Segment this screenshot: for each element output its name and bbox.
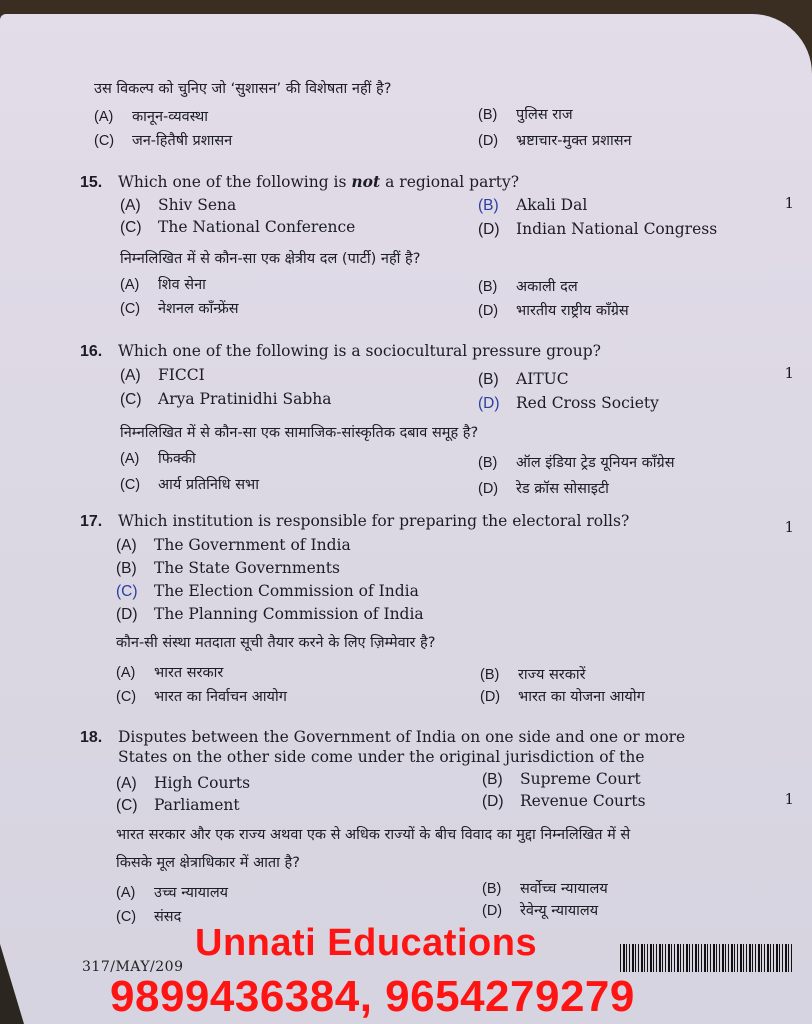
option-a: (A) भारत सरकार <box>116 665 224 681</box>
options-hindi <box>80 876 780 926</box>
option-d: (D) भारतीय राष्ट्रीय काँग्रेस <box>478 303 629 319</box>
option-b: (B) ऑल इंडिया ट्रेड यूनियन काँग्रेस <box>478 455 675 471</box>
question-text-hindi: कौन-सी संस्था मतदाता सूची तैयार करने के लिए ज़िम्मेवार है? <box>116 635 436 651</box>
option-a: (A) कानून-व्यवस्था <box>94 109 209 125</box>
watermark-brand: Unnati Educations <box>195 922 538 964</box>
question-18 <box>80 728 780 926</box>
option-b: (B) सर्वोच्च न्यायालय <box>482 881 608 897</box>
option-c: (C) Arya Pratinidhi Sabha <box>120 390 332 408</box>
option-a: (A) High Courts <box>116 774 251 792</box>
option-c: (C) जन-हितैषी प्रशासन <box>94 133 233 149</box>
option-c: (C) The Election Commission of India <box>116 582 419 600</box>
options-hindi <box>80 656 780 706</box>
option-a: (A) शिव सेना <box>120 277 206 293</box>
option-c: (C) The National Conference <box>120 218 356 236</box>
option-b: (B) राज्य सरकारें <box>480 667 586 683</box>
question-text-hindi-line2: किसके मूल क्षेत्राधिकार में आता है? <box>116 855 300 871</box>
question-text-hindi: उस विकल्प को चुनिए जो ‘सुशासन’ की विशेषता नहीं है? <box>94 81 392 97</box>
option-b: (B) The State Governments <box>116 559 340 577</box>
marks-q16: 1 <box>784 364 794 382</box>
option-d: (D) Indian National Congress <box>478 220 718 238</box>
question-text: 17. Which institution is responsible for preparing the electoral rolls? <box>80 512 630 530</box>
options-hindi <box>80 272 780 322</box>
option-b: (B) Supreme Court <box>482 770 641 788</box>
question-16 <box>80 342 780 496</box>
paper-code: 317/MAY/209 <box>82 959 184 975</box>
option-d: (D) Revenue Courts <box>482 792 646 810</box>
question-15 <box>80 172 780 322</box>
question-text: 15. Which one of the following is not a regional party? <box>80 172 520 191</box>
option-d: (D) Red Cross Society <box>478 394 659 412</box>
option-a: (A) Shiv Sena <box>120 196 237 214</box>
watermark-phone: 9899436384, 9654279279 <box>110 972 635 1021</box>
options <box>80 366 780 414</box>
option-d: (D) भ्रष्टाचार-मुक्त प्रशासन <box>478 133 632 149</box>
options <box>80 536 780 628</box>
option-c: (C) आर्य प्रतिनिधि सभा <box>120 477 259 493</box>
option-c: (C) भारत का निर्वाचन आयोग <box>116 689 287 705</box>
marks-q18: 1 <box>784 790 794 808</box>
options-hindi <box>80 102 780 154</box>
barcode <box>620 944 792 972</box>
question-text-line2: States on the other side come under the original jurisdiction of the <box>118 748 645 766</box>
option-c: (C) Parliament <box>116 796 240 814</box>
option-b: (B) अकाली दल <box>478 279 578 295</box>
question-text: 16. Which one of the following is a sociocultural pressure group? <box>80 342 601 360</box>
marks-q17: 1 <box>784 518 794 536</box>
option-c: (C) नेशनल काँन्फ्रेंस <box>120 301 239 317</box>
option-d: (D) The Planning Commission of India <box>116 605 424 623</box>
option-b: (B) Akali Dal <box>478 196 588 214</box>
options <box>80 772 780 818</box>
option-c: (C) संसद <box>116 909 182 925</box>
marks-q15: 1 <box>784 194 794 212</box>
options <box>80 196 780 244</box>
question-text-hindi: निम्नलिखित में से कौन-सा एक सामाजिक-सांस्कृतिक दबाव समूह है? <box>120 425 479 441</box>
option-a: (A) FICCI <box>120 366 205 384</box>
exam-page <box>0 14 812 1024</box>
page-shadow <box>0 944 60 1024</box>
option-a: (A) The Government of India <box>116 536 351 554</box>
option-d: (D) रेड क्रॉस सोसाइटी <box>478 481 609 497</box>
question-14-hindi <box>80 78 780 154</box>
options-hindi <box>80 446 780 496</box>
question-17 <box>80 512 780 706</box>
question-text-hindi: निम्नलिखित में से कौन-सा एक क्षेत्रीय दल (पार्टी) नहीं है? <box>120 251 421 267</box>
option-a: (A) फिक्की <box>120 451 196 467</box>
option-b: (B) पुलिस राज <box>478 107 573 123</box>
question-text-line1: 18. Disputes between the Government of India on one side and one or more <box>80 728 686 746</box>
option-d: (D) भारत का योजना आयोग <box>480 689 645 705</box>
question-text-hindi-line1: भारत सरकार और एक राज्य अथवा एक से अधिक राज्यों के बीच विवाद का मुद्दा निम्नलिखित में से <box>116 827 631 843</box>
option-d: (D) रेवेन्यू न्यायालय <box>482 903 599 919</box>
option-b: (B) AITUC <box>478 370 569 388</box>
option-a: (A) उच्च न्यायालय <box>116 885 229 901</box>
